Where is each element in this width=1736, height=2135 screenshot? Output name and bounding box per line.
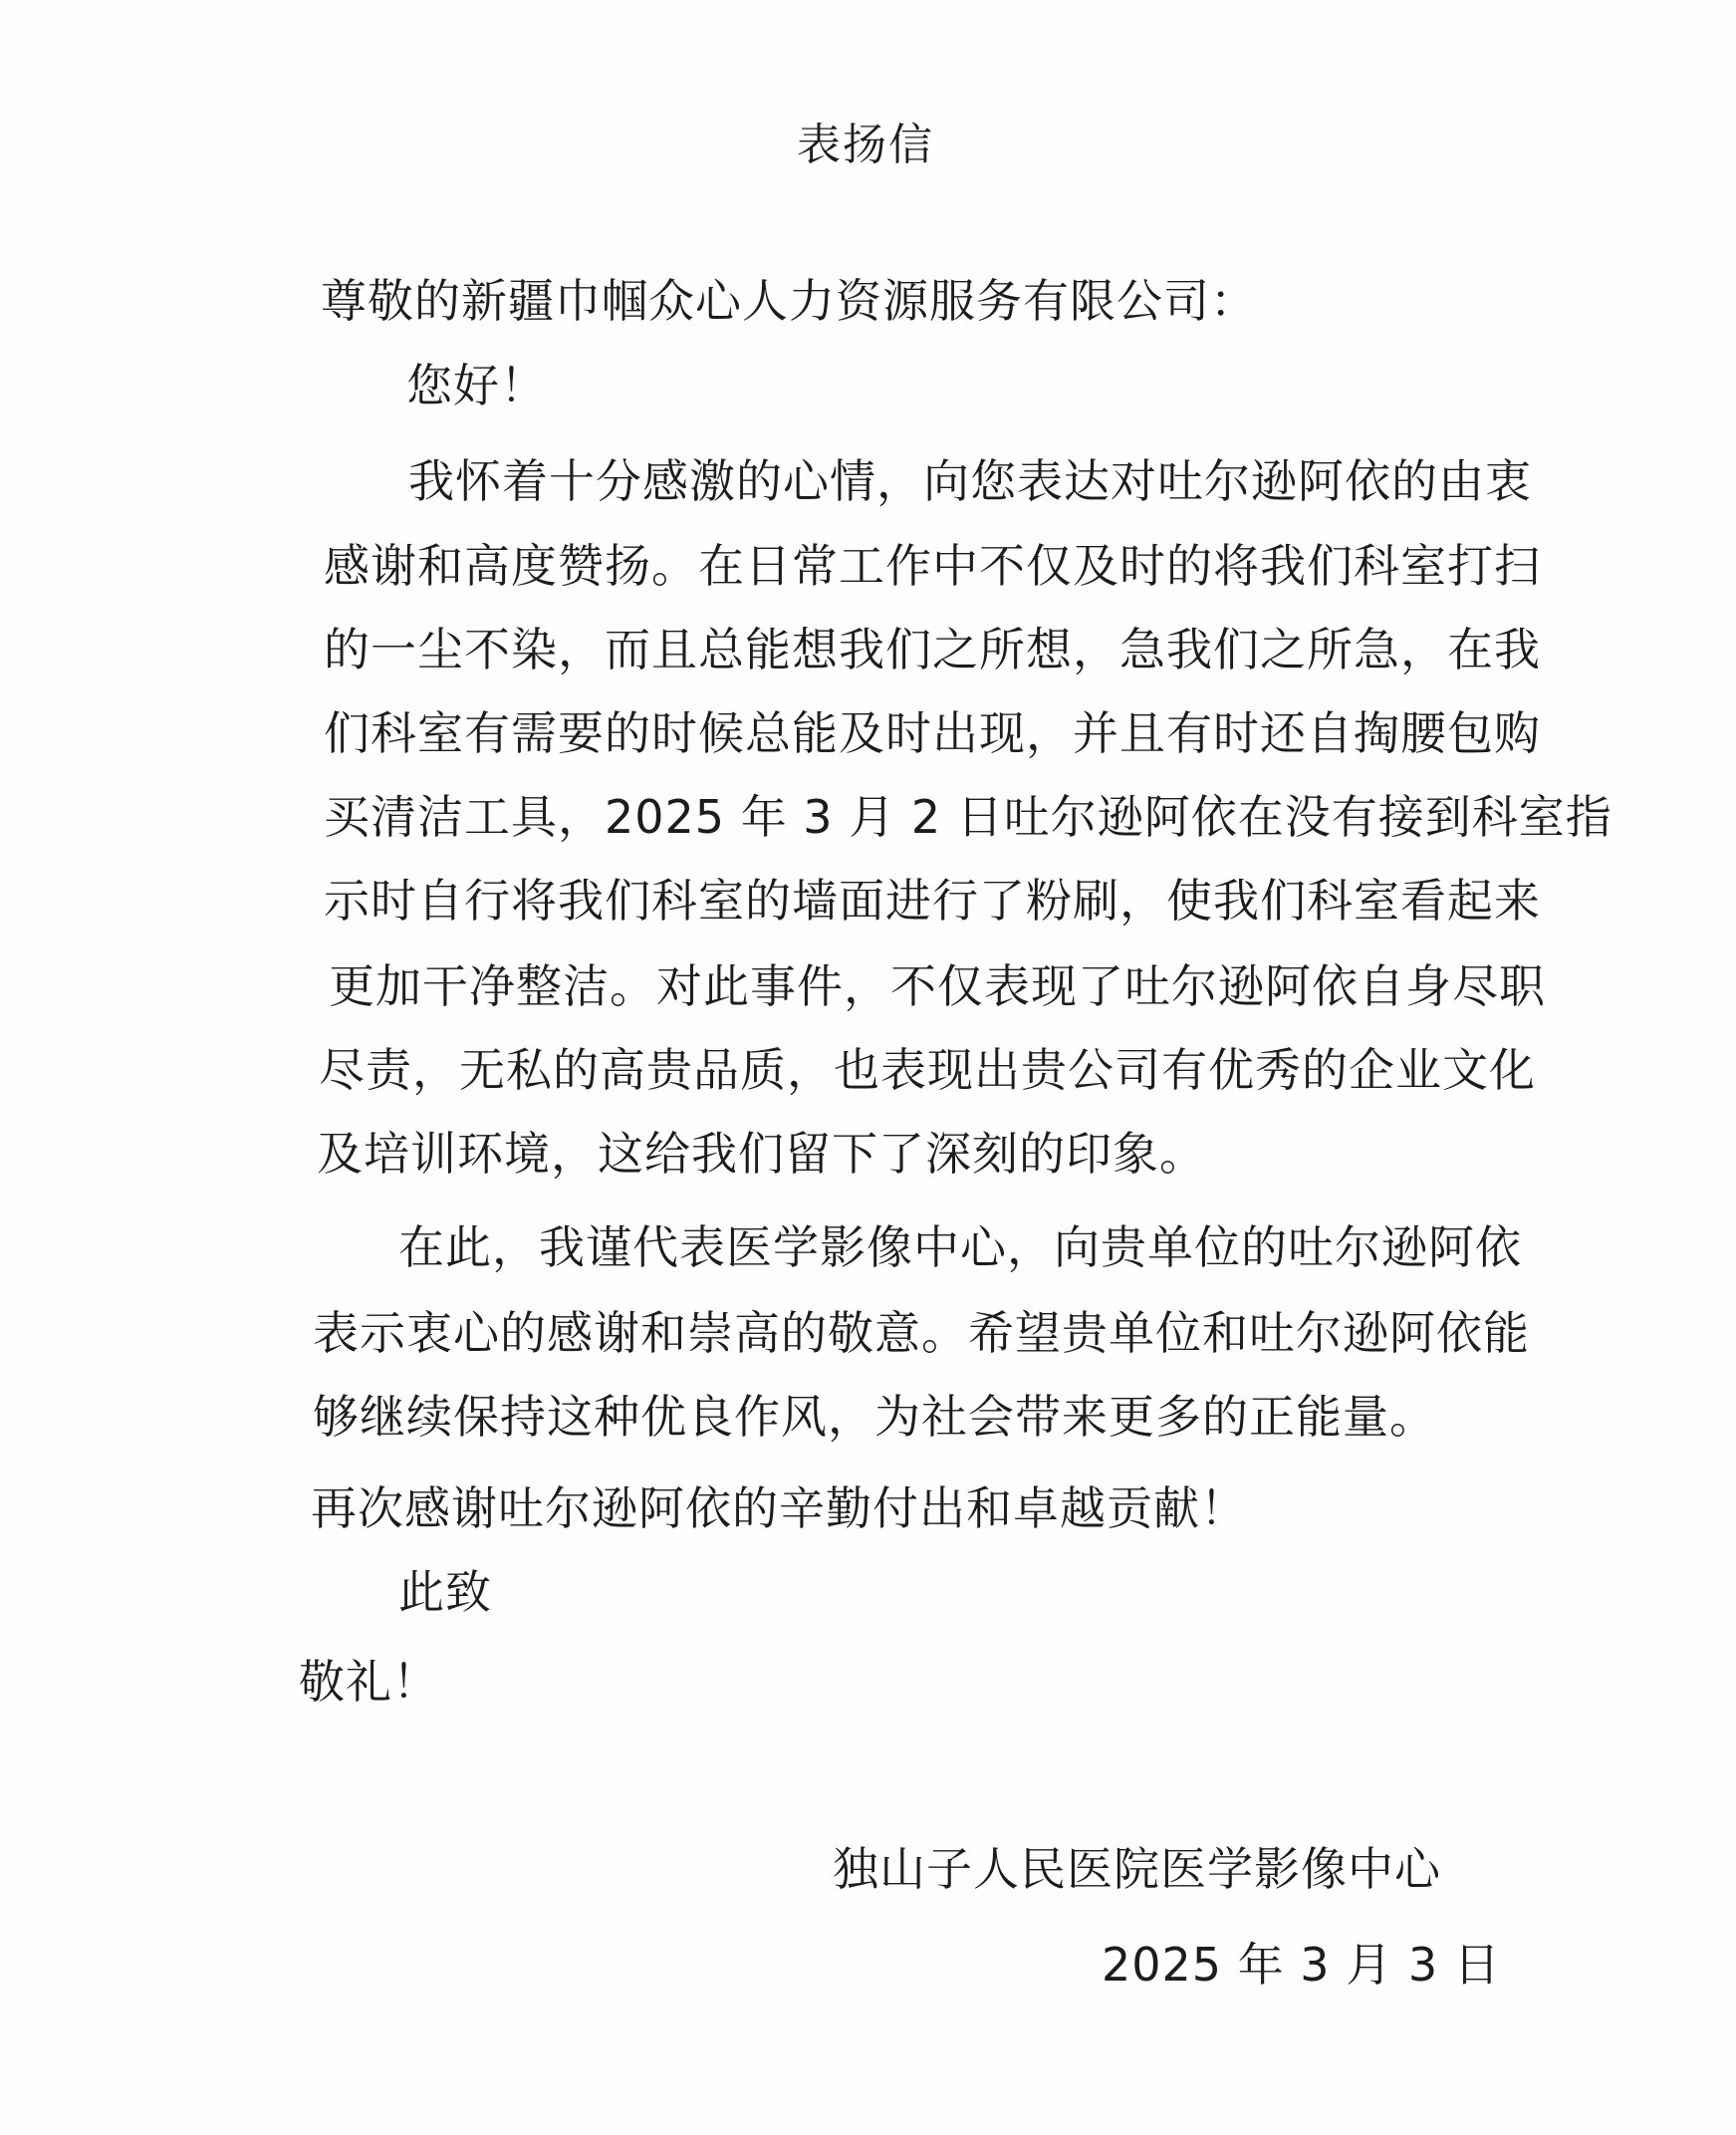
- letter-title: 表扬信: [797, 120, 934, 170]
- letter-date: 2025 年 3 月 3 日: [1102, 1938, 1501, 1992]
- para1-line-5: 买清洁工具，2025 年 3 月 2 日吐尔逊阿依在没有接到科室指: [324, 790, 1612, 844]
- closing-ci-zhi: 此致: [398, 1565, 492, 1619]
- signature: 独山子人民医院医学影像中心: [833, 1842, 1441, 1896]
- para1-line-9: 及培训环境，这给我们留下了深刻的印象。: [317, 1127, 1206, 1181]
- para2-line-1: 在此，我谨代表医学影像中心，向贵单位的吐尔逊阿依: [398, 1220, 1522, 1274]
- closing-jing-li: 敬礼！: [299, 1655, 439, 1709]
- salutation: 尊敬的新疆巾帼众心人力资源服务有限公司：: [321, 274, 1257, 328]
- para1-line-1: 我怀着十分感激的心情，向您表达对吐尔逊阿依的由衷: [408, 454, 1532, 508]
- greeting: 您好！: [406, 359, 547, 412]
- para1-line-8: 尽责，无私的高贵品质，也表现出贵公司有优秀的企业文化: [319, 1043, 1536, 1097]
- para1-line-7: 更加干净整洁。对此事件，不仅表现了吐尔逊阿依自身尽职: [329, 959, 1546, 1013]
- para2-line-2: 表示衷心的感谢和崇高的敬意。希望贵单位和吐尔逊阿依能: [313, 1306, 1530, 1360]
- para2-line-3: 够继续保持这种优良作风，为社会带来更多的正能量。: [313, 1390, 1436, 1444]
- closing-thanks: 再次感谢吐尔逊阿依的辛勤付出和卓越贡献！: [311, 1481, 1247, 1535]
- para1-line-6: 示时自行将我们科室的墙面进行了粉刷，使我们科室看起来: [324, 874, 1541, 928]
- para1-line-3: 的一尘不染，而且总能想我们之所想，急我们之所急，在我: [324, 623, 1541, 676]
- para1-line-2: 感谢和高度赞扬。在日常工作中不仅及时的将我们科室打扫: [324, 539, 1541, 593]
- para1-line-4: 们科室有需要的时候总能及时出现，并且有时还自掏腰包购: [324, 706, 1541, 760]
